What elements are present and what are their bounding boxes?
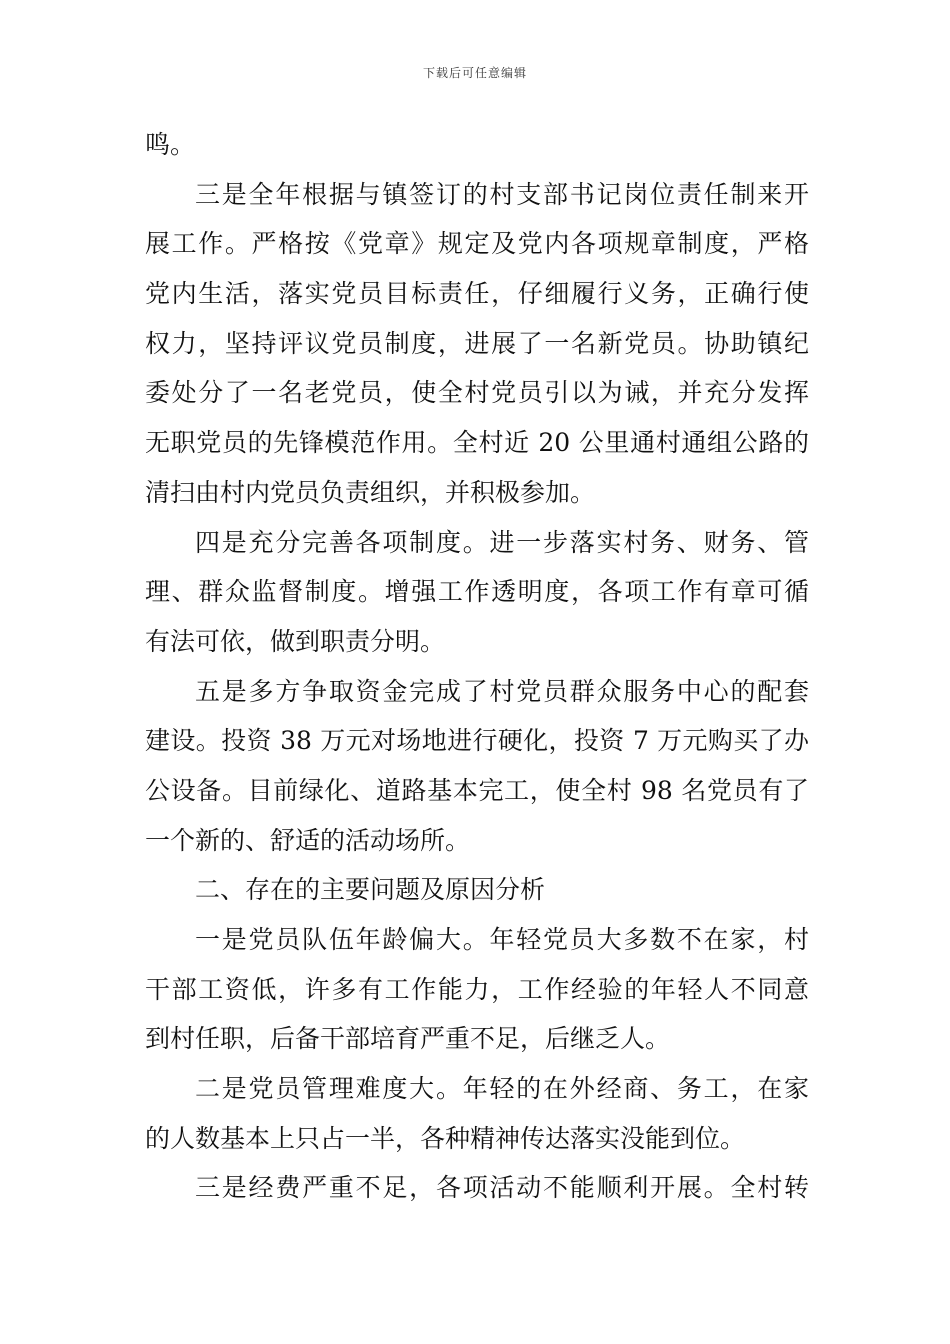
text-line: 三是全年根据与镇签订的村支部书记岗位责任制来开 <box>195 179 809 209</box>
text-line: 无职党员的先锋模范作用。全村近 20 公里通村通组公路的 <box>145 428 809 458</box>
text-line: 二是党员管理难度大。年轻的在外经商、务工，在家 <box>195 1074 809 1104</box>
text-line: 清扫由村内党员负责组织，并积极参加。 <box>145 477 596 507</box>
text-line: 干部工资低，许多有工作能力，工作经验的年轻人不同意 <box>145 974 809 1004</box>
text-line: 委处分了一名老党员，使全村党员引以为诫，并充分发挥 <box>145 378 809 408</box>
text-line: 有法可依，做到职责分明。 <box>145 626 446 656</box>
text-line: 鸣。 <box>145 130 196 159</box>
text-line: 五是多方争取资金完成了村党员群众服务中心的配套 <box>195 676 809 706</box>
text-line: 党内生活，落实党员目标责任，仔细履行义务，正确行使 <box>145 279 809 309</box>
text-line: 建设。投资 38 万元对场地进行硬化，投资 7 万元购买了办 <box>145 726 809 756</box>
page-header: 下载后可任意编辑 <box>422 66 527 80</box>
text-line: 到村任职，后备干部培育严重不足，后继乏人。 <box>145 1024 671 1054</box>
text-line: 三是经费严重不足，各项活动不能顺利开展。全村转 <box>195 1173 809 1203</box>
text-line: 四是充分完善各项制度。进一步落实村务、财务、管 <box>195 527 809 557</box>
text-line: 理、群众监督制度。增强工作透明度，各项工作有章可循 <box>145 577 809 607</box>
text-line: 权力，坚持评议党员制度，进展了一名新党员。协助镇纪 <box>145 328 809 358</box>
text-line: 一个新的、舒适的活动场所。 <box>145 825 471 855</box>
document-body <box>145 120 809 1213</box>
text-line: 一是党员队伍年龄偏大。年轻党员大多数不在家，村 <box>195 925 809 954</box>
text-line: 的人数基本上只占一半，各种精神传达落实没能到位。 <box>145 1123 746 1153</box>
text-line: 展工作。严格按《党章》规定及党内各项规章制度，严格 <box>145 229 809 259</box>
text-line: 公设备。目前绿化、道路基本完工，使全村 98 名党员有了 <box>145 775 809 805</box>
text-line: 二、存在的主要问题及原因分析 <box>195 875 546 905</box>
